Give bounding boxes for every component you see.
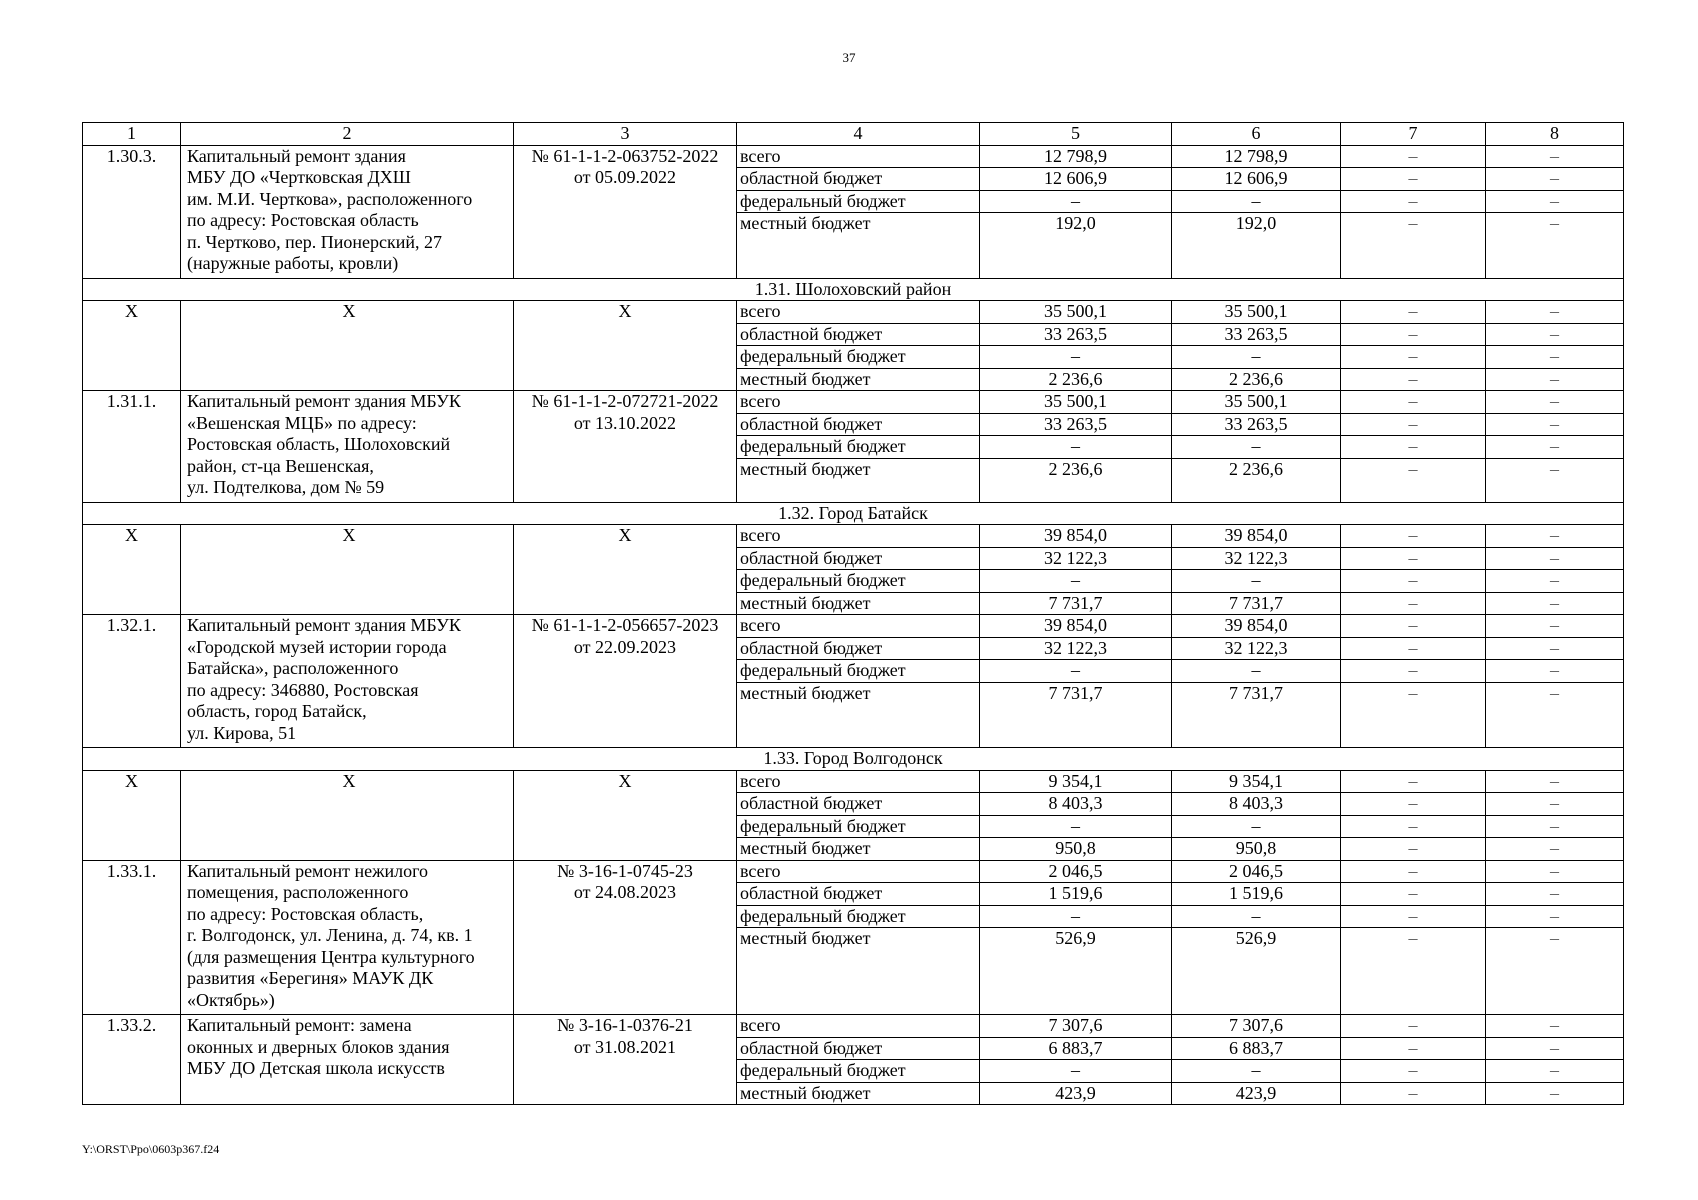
- amount-col-8: –: [1486, 323, 1624, 346]
- amount-col-5: –: [980, 436, 1172, 459]
- amount-col-6: 39 854,0: [1172, 525, 1341, 548]
- amount-col-7: –: [1341, 368, 1486, 391]
- item-document: [514, 525, 737, 615]
- amount-col-6: 32 122,3: [1172, 547, 1341, 570]
- amount-col-8: –: [1486, 838, 1624, 861]
- column-header: 3: [514, 123, 737, 146]
- amount-col-8: –: [1486, 301, 1624, 324]
- funding-source: всего: [737, 525, 980, 548]
- table-row: [83, 301, 1624, 324]
- item-description: [181, 301, 514, 391]
- amount-col-6: 2 046,5: [1172, 860, 1341, 883]
- amount-col-6: 35 500,1: [1172, 391, 1341, 414]
- amount-col-7: –: [1341, 1082, 1486, 1105]
- amount-col-8: –: [1486, 592, 1624, 615]
- amount-col-8: –: [1486, 615, 1624, 638]
- amount-col-6: 7 731,7: [1172, 592, 1341, 615]
- table-row: [83, 1015, 1624, 1038]
- amount-col-6: 423,9: [1172, 1082, 1341, 1105]
- item-description: [181, 615, 514, 748]
- amount-col-8: –: [1486, 660, 1624, 683]
- column-header: 1: [83, 123, 181, 146]
- amount-col-8: –: [1486, 770, 1624, 793]
- amount-col-7: –: [1341, 615, 1486, 638]
- item-number: Х: [83, 525, 181, 615]
- amount-col-5: 32 122,3: [980, 637, 1172, 660]
- amount-col-5: 2 236,6: [980, 458, 1172, 502]
- amount-col-5: 8 403,3: [980, 793, 1172, 816]
- amount-col-6: 2 236,6: [1172, 368, 1341, 391]
- amount-col-5: 32 122,3: [980, 547, 1172, 570]
- funding-source: федеральный бюджет: [737, 570, 980, 593]
- amount-col-8: –: [1486, 213, 1624, 279]
- description-line: Х: [342, 301, 356, 321]
- amount-col-5: 33 263,5: [980, 323, 1172, 346]
- amount-col-7: –: [1341, 1037, 1486, 1060]
- amount-col-8: –: [1486, 1015, 1624, 1038]
- funding-source: местный бюджет: [737, 928, 980, 1015]
- item-number: 1.33.2.: [83, 1015, 181, 1105]
- document-line: от 22.09.2023: [573, 636, 677, 657]
- document-line: от 05.09.2022: [573, 167, 677, 187]
- funding-source: местный бюджет: [737, 1082, 980, 1105]
- amount-col-8: –: [1486, 1082, 1624, 1105]
- description-line: п. Чертково, пер. Пионерский, 27: [187, 231, 443, 252]
- amount-col-8: –: [1486, 525, 1624, 548]
- amount-col-7: –: [1341, 1060, 1486, 1083]
- document-line: от 31.08.2021: [573, 1036, 677, 1057]
- amount-col-5: –: [980, 346, 1172, 369]
- amount-col-6: –: [1172, 905, 1341, 928]
- description-line: по адресу: 346880, Ростовская: [187, 679, 419, 700]
- amount-col-5: –: [980, 815, 1172, 838]
- document-line: от 24.08.2023: [573, 882, 677, 902]
- amount-col-7: –: [1341, 190, 1486, 213]
- amount-col-5: 526,9: [980, 928, 1172, 1015]
- amount-col-5: 192,0: [980, 213, 1172, 279]
- amount-col-7: –: [1341, 815, 1486, 838]
- amount-col-7: –: [1341, 323, 1486, 346]
- amount-col-6: –: [1172, 815, 1341, 838]
- amount-col-5: 9 354,1: [980, 770, 1172, 793]
- amount-col-5: –: [980, 660, 1172, 683]
- funding-source: местный бюджет: [737, 368, 980, 391]
- amount-col-8: –: [1486, 368, 1624, 391]
- description-line: оконных и дверных блоков здания: [187, 1036, 450, 1057]
- item-number: 1.32.1.: [83, 615, 181, 748]
- funding-source: федеральный бюджет: [737, 190, 980, 213]
- item-document: [514, 770, 737, 860]
- amount-col-8: –: [1486, 637, 1624, 660]
- amount-col-8: –: [1486, 570, 1624, 593]
- amount-col-5: 1 519,6: [980, 883, 1172, 906]
- funding-source: федеральный бюджет: [737, 436, 980, 459]
- item-document: [514, 145, 737, 278]
- amount-col-8: –: [1486, 860, 1624, 883]
- amount-col-7: –: [1341, 905, 1486, 928]
- description-line: район, ст-ца Вешенская,: [187, 455, 374, 476]
- item-description: [181, 1015, 514, 1105]
- amount-col-7: –: [1341, 838, 1486, 861]
- amount-col-7: –: [1341, 168, 1486, 191]
- amount-col-7: –: [1341, 928, 1486, 1015]
- funding-source: федеральный бюджет: [737, 660, 980, 683]
- amount-col-6: –: [1172, 346, 1341, 369]
- funding-source: всего: [737, 770, 980, 793]
- document-line: Х: [618, 301, 632, 321]
- amount-col-6: –: [1172, 436, 1341, 459]
- amount-col-5: 950,8: [980, 838, 1172, 861]
- amount-col-6: 1 519,6: [1172, 883, 1341, 906]
- column-header: 2: [181, 123, 514, 146]
- description-line: Капитальный ремонт нежилого: [187, 860, 429, 881]
- budget-table: [82, 122, 1624, 1105]
- amount-col-7: –: [1341, 570, 1486, 593]
- funding-source: областной бюджет: [737, 413, 980, 436]
- amount-col-5: 35 500,1: [980, 301, 1172, 324]
- amount-col-7: –: [1341, 682, 1486, 748]
- amount-col-5: 39 854,0: [980, 525, 1172, 548]
- amount-col-8: –: [1486, 793, 1624, 816]
- amount-col-5: 6 883,7: [980, 1037, 1172, 1060]
- document-line: Х: [618, 770, 632, 791]
- description-line: по адресу: Ростовская область,: [187, 903, 424, 924]
- amount-col-7: –: [1341, 793, 1486, 816]
- description-line: Капитальный ремонт: замена: [187, 1015, 412, 1035]
- funding-source: областной бюджет: [737, 883, 980, 906]
- column-header: 7: [1341, 123, 1486, 146]
- description-line: Батайска», расположенного: [187, 658, 399, 678]
- funding-source: областной бюджет: [737, 637, 980, 660]
- description-line: Капитальный ремонт здания МБУК: [187, 391, 461, 411]
- amount-col-5: 7 731,7: [980, 592, 1172, 615]
- amount-col-5: 2 236,6: [980, 368, 1172, 391]
- table-body: [83, 123, 1624, 1105]
- funding-source: местный бюджет: [737, 682, 980, 748]
- description-line: МБУ ДО Детская школа искусств: [187, 1058, 445, 1078]
- amount-col-7: –: [1341, 860, 1486, 883]
- funding-source: всего: [737, 615, 980, 638]
- amount-col-6: 7 731,7: [1172, 682, 1341, 748]
- amount-col-8: –: [1486, 391, 1624, 414]
- document-line: № 61-1-1-2-072721-2022: [531, 391, 719, 411]
- file-path: Y:\ORST\Ppo\0603p367.f24: [82, 1142, 220, 1156]
- amount-col-7: –: [1341, 770, 1486, 793]
- description-line: ул. Кирова, 51: [187, 722, 297, 743]
- table-row: [83, 860, 1624, 883]
- description-line: Х: [342, 525, 356, 545]
- description-line: помещения, расположенного: [187, 882, 409, 902]
- column-number-row: [83, 123, 1624, 146]
- item-number: Х: [83, 770, 181, 860]
- description-line: «Октябрь»): [187, 989, 275, 1010]
- amount-col-7: –: [1341, 413, 1486, 436]
- amount-col-7: –: [1341, 883, 1486, 906]
- amount-col-7: –: [1341, 346, 1486, 369]
- table-row: [83, 145, 1624, 168]
- amount-col-7: –: [1341, 525, 1486, 548]
- amount-col-7: –: [1341, 436, 1486, 459]
- document-line: Х: [618, 525, 632, 545]
- description-line: Капитальный ремонт здания МБУК: [187, 615, 461, 635]
- description-line: развития «Берегиня» МАУК ДК: [187, 968, 434, 988]
- section-row: [83, 748, 1624, 771]
- amount-col-7: –: [1341, 592, 1486, 615]
- amount-col-6: –: [1172, 660, 1341, 683]
- funding-source: федеральный бюджет: [737, 1060, 980, 1083]
- funding-source: местный бюджет: [737, 458, 980, 502]
- section-title: 1.32. Город Батайск: [83, 502, 1624, 525]
- amount-col-7: –: [1341, 637, 1486, 660]
- item-document: [514, 1015, 737, 1105]
- funding-source: областной бюджет: [737, 1037, 980, 1060]
- funding-source: местный бюджет: [737, 838, 980, 861]
- section-title: 1.33. Город Волгодонск: [83, 748, 1624, 771]
- item-number: Х: [83, 301, 181, 391]
- description-line: область, город Батайск,: [187, 701, 367, 721]
- amount-col-6: 950,8: [1172, 838, 1341, 861]
- description-line: (наружные работы, кровли): [187, 253, 399, 273]
- amount-col-6: 39 854,0: [1172, 615, 1341, 638]
- amount-col-7: –: [1341, 458, 1486, 502]
- funding-source: областной бюджет: [737, 168, 980, 191]
- amount-col-5: 423,9: [980, 1082, 1172, 1105]
- column-header: 6: [1172, 123, 1341, 146]
- funding-source: всего: [737, 301, 980, 324]
- document-line: № 61-1-1-2-063752-2022: [531, 145, 719, 166]
- amount-col-5: 7 731,7: [980, 682, 1172, 748]
- document-line: от 13.10.2022: [573, 412, 677, 433]
- description-line: Ростовская область, Шолоховский: [187, 434, 451, 454]
- table-row: [83, 770, 1624, 793]
- section-row: [83, 278, 1624, 301]
- amount-col-5: 12 798,9: [980, 145, 1172, 168]
- funding-source: областной бюджет: [737, 323, 980, 346]
- amount-col-7: –: [1341, 213, 1486, 279]
- amount-col-6: 33 263,5: [1172, 413, 1341, 436]
- description-line: по адресу: Ростовская область: [187, 210, 419, 230]
- funding-source: федеральный бюджет: [737, 346, 980, 369]
- funding-source: федеральный бюджет: [737, 815, 980, 838]
- amount-col-6: 2 236,6: [1172, 458, 1341, 502]
- amount-col-6: –: [1172, 1060, 1341, 1083]
- amount-col-8: –: [1486, 458, 1624, 502]
- amount-col-6: 32 122,3: [1172, 637, 1341, 660]
- funding-source: всего: [737, 391, 980, 414]
- amount-col-5: –: [980, 190, 1172, 213]
- description-line: (для размещения Центра культурного: [187, 946, 475, 967]
- amount-col-7: –: [1341, 547, 1486, 570]
- document-line: № 3-16-1-0376-21: [557, 1015, 693, 1035]
- item-number: 1.33.1.: [83, 860, 181, 1015]
- amount-col-8: –: [1486, 145, 1624, 168]
- amount-col-8: –: [1486, 436, 1624, 459]
- amount-col-5: 35 500,1: [980, 391, 1172, 414]
- funding-source: областной бюджет: [737, 547, 980, 570]
- description-line: им. М.И. Черткова», расположенного: [187, 188, 473, 209]
- table-row: [83, 615, 1624, 638]
- amount-col-5: –: [980, 570, 1172, 593]
- amount-col-8: –: [1486, 905, 1624, 928]
- amount-col-5: 12 606,9: [980, 168, 1172, 191]
- amount-col-6: 33 263,5: [1172, 323, 1341, 346]
- item-number: 1.30.3.: [83, 145, 181, 278]
- description-line: г. Волгодонск, ул. Ленина, д. 74, кв. 1: [187, 925, 473, 945]
- amount-col-5: 2 046,5: [980, 860, 1172, 883]
- amount-col-8: –: [1486, 346, 1624, 369]
- item-description: [181, 525, 514, 615]
- amount-col-8: –: [1486, 190, 1624, 213]
- amount-col-8: –: [1486, 1037, 1624, 1060]
- funding-source: областной бюджет: [737, 793, 980, 816]
- item-description: [181, 770, 514, 860]
- table-row: [83, 525, 1624, 548]
- amount-col-8: –: [1486, 928, 1624, 1015]
- item-document: [514, 301, 737, 391]
- amount-col-6: 6 883,7: [1172, 1037, 1341, 1060]
- amount-col-6: 8 403,3: [1172, 793, 1341, 816]
- item-document: [514, 391, 737, 503]
- amount-col-6: 12 798,9: [1172, 145, 1341, 168]
- page-number: 37: [842, 50, 856, 65]
- description-line: ул. Подтелкова, дом № 59: [187, 477, 385, 497]
- funding-source: всего: [737, 1015, 980, 1038]
- item-document: [514, 615, 737, 748]
- funding-source: местный бюджет: [737, 592, 980, 615]
- description-line: Капитальный ремонт здания: [187, 145, 406, 166]
- amount-col-6: –: [1172, 190, 1341, 213]
- document-line: № 61-1-1-2-056657-2023: [531, 615, 719, 635]
- document-line: № 3-16-1-0745-23: [557, 860, 693, 881]
- funding-source: федеральный бюджет: [737, 905, 980, 928]
- amount-col-5: –: [980, 905, 1172, 928]
- amount-col-6: 9 354,1: [1172, 770, 1341, 793]
- amount-col-7: –: [1341, 1015, 1486, 1038]
- amount-col-8: –: [1486, 682, 1624, 748]
- amount-col-5: 33 263,5: [980, 413, 1172, 436]
- amount-col-6: 7 307,6: [1172, 1015, 1341, 1038]
- amount-col-6: 12 606,9: [1172, 168, 1341, 191]
- amount-col-8: –: [1486, 1060, 1624, 1083]
- item-description: [181, 391, 514, 503]
- amount-col-8: –: [1486, 883, 1624, 906]
- funding-source: всего: [737, 860, 980, 883]
- item-document: [514, 860, 737, 1015]
- column-header: 4: [737, 123, 980, 146]
- amount-col-6: –: [1172, 570, 1341, 593]
- amount-col-6: 192,0: [1172, 213, 1341, 279]
- description-line: «Городской музей истории города: [187, 636, 447, 657]
- amount-col-5: –: [980, 1060, 1172, 1083]
- amount-col-8: –: [1486, 815, 1624, 838]
- table-row: [83, 391, 1624, 414]
- amount-col-7: –: [1341, 660, 1486, 683]
- column-header: 8: [1486, 123, 1624, 146]
- amount-col-5: 7 307,6: [980, 1015, 1172, 1038]
- funding-source: всего: [737, 145, 980, 168]
- description-line: Х: [342, 770, 356, 791]
- amount-col-7: –: [1341, 145, 1486, 168]
- column-header: 5: [980, 123, 1172, 146]
- amount-col-6: 35 500,1: [1172, 301, 1341, 324]
- amount-col-8: –: [1486, 413, 1624, 436]
- description-line: МБУ ДО «Чертковская ДХШ: [187, 167, 411, 187]
- section-row: [83, 502, 1624, 525]
- item-description: [181, 860, 514, 1015]
- item-description: [181, 145, 514, 278]
- section-title: 1.31. Шолоховский район: [83, 278, 1624, 301]
- amount-col-7: –: [1341, 391, 1486, 414]
- amount-col-8: –: [1486, 547, 1624, 570]
- item-number: 1.31.1.: [83, 391, 181, 503]
- funding-source: местный бюджет: [737, 213, 980, 279]
- description-line: «Вешенская МЦБ» по адресу:: [187, 412, 417, 433]
- amount-col-7: –: [1341, 301, 1486, 324]
- amount-col-8: –: [1486, 168, 1624, 191]
- amount-col-6: 526,9: [1172, 928, 1341, 1015]
- amount-col-5: 39 854,0: [980, 615, 1172, 638]
